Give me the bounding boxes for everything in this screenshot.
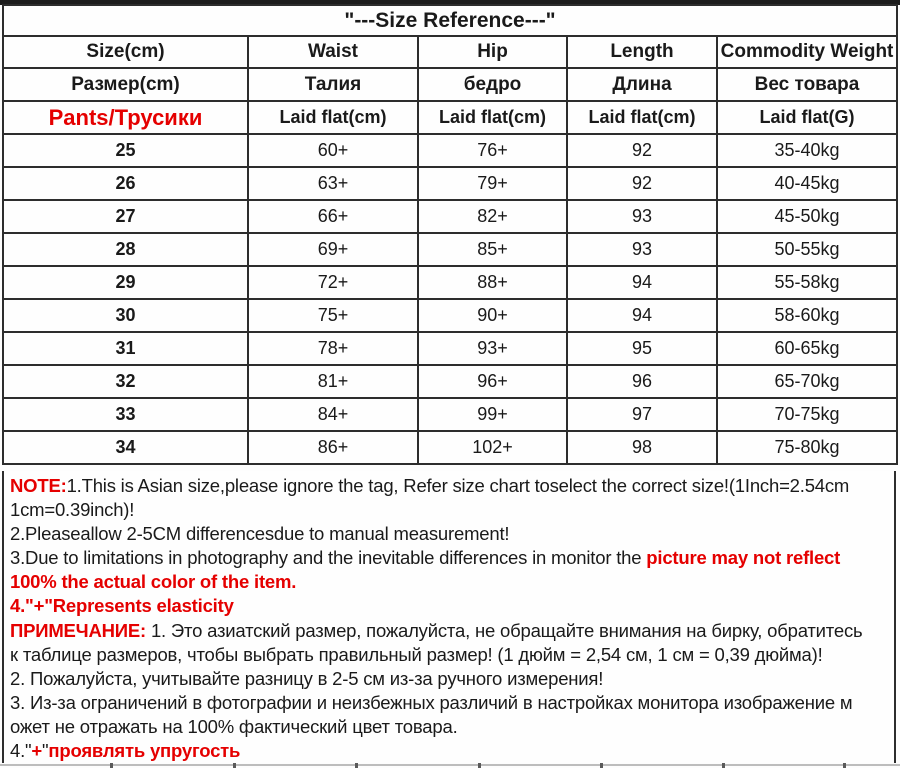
cell-size: 28 — [3, 233, 248, 266]
note-segment: 4." — [10, 740, 32, 762]
bottom-border-tick — [843, 763, 846, 768]
cell-hip: 99+ — [418, 398, 567, 431]
bottom-border-tick — [722, 763, 725, 768]
note-line — [10, 570, 889, 594]
cell-weight: 75-80kg — [717, 431, 897, 464]
category-row — [3, 101, 897, 134]
cell-waist: 84+ — [248, 398, 418, 431]
note-segment: к таблице размеров, чтобы выбрать правильный размер! (1 дюйм = 2,54 см, 1 см = 0,39 дюйма)! — [10, 643, 823, 665]
note-line — [10, 691, 889, 715]
bottom-border-tick — [600, 763, 603, 768]
note-segment-red: 4."+"Represents elasticity — [10, 595, 234, 617]
note-line — [10, 715, 889, 739]
note-line — [10, 546, 889, 570]
note-segment-red: ПРИМЕЧАНИЕ: — [10, 619, 146, 641]
cell-size: 26 — [3, 167, 248, 200]
cell-weight: 45-50kg — [717, 200, 897, 233]
note-line — [10, 667, 889, 691]
note-line — [10, 474, 889, 498]
cell-hip: 102+ — [418, 431, 567, 464]
table-title: "---Size Reference---" — [3, 5, 897, 36]
cell-size: 32 — [3, 365, 248, 398]
header-row-ru — [3, 68, 897, 101]
cell-size: 25 — [3, 134, 248, 167]
cell-waist: 69+ — [248, 233, 418, 266]
category-label: Pants/Трусики — [3, 101, 248, 134]
measure-method: Laid flat(cm) — [418, 101, 567, 134]
cell-hip: 85+ — [418, 233, 567, 266]
measure-method: Laid flat(cm) — [248, 101, 418, 134]
measure-method: Laid flat(G) — [717, 101, 897, 134]
cell-weight: 40-45kg — [717, 167, 897, 200]
table-row — [3, 398, 897, 431]
cell-length: 94 — [567, 299, 717, 332]
header-hip-ru: бедро — [418, 68, 567, 101]
cell-size: 33 — [3, 398, 248, 431]
note-segment: " — [42, 740, 49, 762]
measure-method: Laid flat(cm) — [567, 101, 717, 134]
cell-size: 31 — [3, 332, 248, 365]
table-row — [3, 365, 897, 398]
cell-weight: 50-55kg — [717, 233, 897, 266]
note-segment-red: picture may not reflect — [646, 547, 841, 569]
cell-length: 93 — [567, 200, 717, 233]
cell-length: 92 — [567, 134, 717, 167]
table-row — [3, 299, 897, 332]
cell-hip: 79+ — [418, 167, 567, 200]
note-line — [10, 643, 889, 667]
note-line — [10, 522, 889, 546]
bottom-border-tick — [355, 763, 358, 768]
table-row — [3, 233, 897, 266]
cell-waist: 78+ — [248, 332, 418, 365]
cell-waist: 86+ — [248, 431, 418, 464]
note-segment: ожет не отражать на 100% фактический цвет товара. — [10, 715, 458, 737]
note-segment: 1cm=0.39inch)! — [10, 499, 135, 521]
table-row — [3, 167, 897, 200]
cell-weight: 55-58kg — [717, 266, 897, 299]
cell-waist: 72+ — [248, 266, 418, 299]
note-segment: 2. Пожалуйста, учитывайте разницу в 2-5 см из-за ручного измерения! — [10, 667, 604, 689]
note-segment: 1. Это азиатский размер, пожалуйста, не обращайте внимания на бирку, обратитесь — [146, 619, 863, 641]
cell-hip: 76+ — [418, 134, 567, 167]
cell-length: 93 — [567, 233, 717, 266]
cell-length: 96 — [567, 365, 717, 398]
cell-size: 34 — [3, 431, 248, 464]
cell-hip: 82+ — [418, 200, 567, 233]
header-waist: Waist — [248, 36, 418, 68]
cell-size: 30 — [3, 299, 248, 332]
cell-size: 27 — [3, 200, 248, 233]
cell-length: 98 — [567, 431, 717, 464]
header-row-en — [3, 36, 897, 68]
cell-waist: 66+ — [248, 200, 418, 233]
note-segment-red: 100% the actual color of the item. — [10, 571, 297, 593]
notes — [2, 471, 896, 763]
bottom-border-tick — [233, 763, 236, 768]
table-row — [3, 200, 897, 233]
cell-waist: 75+ — [248, 299, 418, 332]
note-segment: 3.Due to limitations in photography and the inevitable differences in monitor the — [10, 547, 647, 569]
cell-hip: 90+ — [418, 299, 567, 332]
note-segment: 2.Pleaseallow 2-5CM differencesdue to manual measurement! — [10, 523, 510, 545]
header-weight-ru: Вес товара — [717, 68, 897, 101]
header-size-ru: Размер(cm) — [3, 68, 248, 101]
header-hip: Hip — [418, 36, 567, 68]
bottom-border-tick — [478, 763, 481, 768]
cell-length: 95 — [567, 332, 717, 365]
note-segment-red: NOTE: — [10, 475, 67, 496]
note-line — [10, 498, 889, 522]
cell-hip: 93+ — [418, 332, 567, 365]
note-segment: 1.This is Asian size,please ignore the tag, Refer size chart toselect the correct size!(1Inch=2.54cm — [66, 475, 850, 496]
table-row — [3, 266, 897, 299]
bottom-border-artifact — [0, 764, 900, 766]
cell-waist: 81+ — [248, 365, 418, 398]
note-line — [10, 594, 889, 618]
header-weight: Commodity Weight — [717, 36, 897, 68]
table-row — [3, 431, 897, 464]
cell-waist: 60+ — [248, 134, 418, 167]
note-segment-red: проявлять упругость — [48, 740, 241, 762]
cell-weight: 60-65kg — [717, 332, 897, 365]
table-row — [3, 134, 897, 167]
size-table-body — [3, 134, 897, 464]
cell-waist: 63+ — [248, 167, 418, 200]
header-length: Length — [567, 36, 717, 68]
header-waist-ru: Талия — [248, 68, 418, 101]
cell-size: 29 — [3, 266, 248, 299]
note-segment-red: + — [31, 740, 43, 762]
bottom-border-tick — [110, 763, 113, 768]
note-line — [10, 619, 889, 643]
cell-weight: 35-40kg — [717, 134, 897, 167]
cell-hip: 96+ — [418, 365, 567, 398]
cell-weight: 65-70kg — [717, 365, 897, 398]
cell-length: 94 — [567, 266, 717, 299]
header-length-ru: Длина — [567, 68, 717, 101]
cell-hip: 88+ — [418, 266, 567, 299]
cell-weight: 70-75kg — [717, 398, 897, 431]
size-reference-table — [2, 4, 898, 465]
table-title-row — [3, 5, 897, 36]
note-line — [10, 739, 889, 763]
note-segment: 3. Из-за ограничений в фотографии и неизбежных различий в настройках монитора изображение м — [10, 691, 853, 713]
cell-length: 97 — [567, 398, 717, 431]
cell-length: 92 — [567, 167, 717, 200]
table-row — [3, 332, 897, 365]
cell-weight: 58-60kg — [717, 299, 897, 332]
header-size: Size(cm) — [3, 36, 248, 68]
